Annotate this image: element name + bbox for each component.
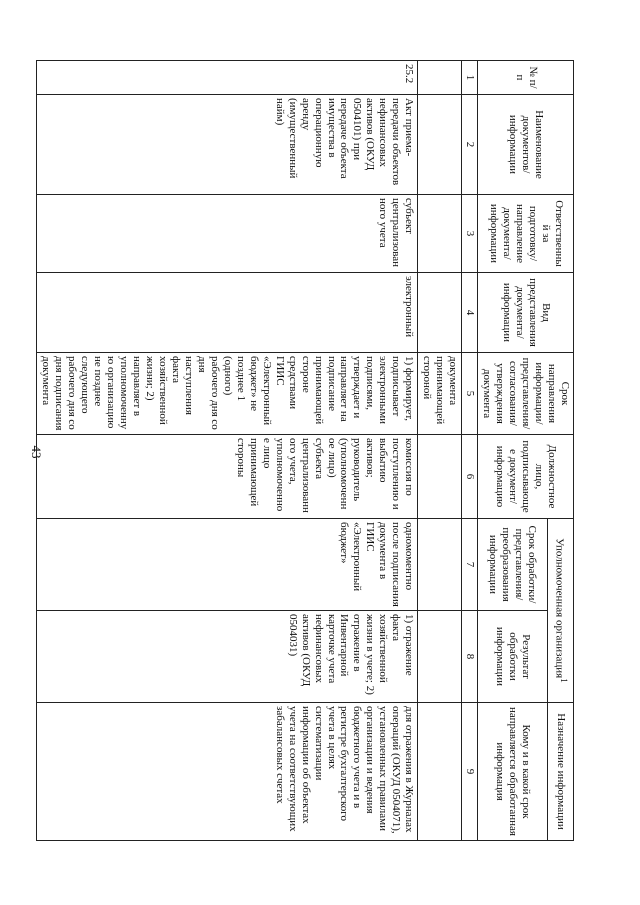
result: 1) отражение факта хозяйственной жизни в учете; 2) отражение в Инвентарной карточке учета нефинансовых активов (ОКУД 0504031): [37, 611, 418, 703]
col-number: 5: [462, 353, 478, 435]
document-table: [36, 60, 574, 841]
header-col6: Должностное лицо, подписывающее документ/ информацию: [478, 435, 574, 519]
header-group-authorized: [547, 519, 573, 703]
col-number: 6: [462, 435, 478, 519]
header-col1: № п/п: [478, 61, 574, 95]
processing-term: одномоментно после подписания документа в ГИИС «Электронный бюджет»: [37, 519, 418, 611]
col-number: 9: [462, 703, 478, 841]
deadline: 1) формирует, подписывает электронными подписями, утверждает и направляет на подписание принимающей стороне средствами ГИИС «Электронный бюджет» не позднее 1 (одного) рабочего дня со дня наступления факта хозяйственной жизни; 2) направляет в уполномоченную организацию не позднее следующего рабочего дня со дня подписания документа: [37, 353, 418, 435]
header-group-authorized-text: Уполномоченная организация: [552, 538, 565, 679]
page-number: 43: [29, 445, 44, 459]
header-col5: Срок направления информации/ представления/ согласования/ утверждения документа: [478, 353, 574, 435]
continuation-row: [418, 61, 462, 841]
header-col7: Срок обработки/ представления/ преобразования информации: [478, 519, 547, 611]
purpose: для отражения в Журналах операций (ОКУД 0504071), установленных правилами организации и ведения бюджетного учета и в регистре бухгалтерского учета в целях систематизации информации об объектах учета на соответствующих забалансовых счетах: [37, 703, 418, 841]
document-type: электронный: [37, 273, 418, 353]
header-col3: Ответственный за подготовку/ направление документа/ информации: [478, 195, 574, 273]
column-number-row: [462, 61, 478, 841]
responsible: субъект централизованного учета: [37, 195, 418, 273]
header-group-purpose: Назначение информации: [547, 703, 573, 841]
col-number: 2: [462, 95, 478, 195]
col-number: 4: [462, 273, 478, 353]
col-number: 7: [462, 519, 478, 611]
document-name: Акт приема-передачи объектов нефинансовых активов (ОКУД 0504101) при передаче объекта имущества в операционную аренду (имущественный найм): [37, 95, 418, 195]
header-col9: Кому и в какой срок направляется обработанная информация: [478, 703, 547, 841]
document-table-rotated: [40, 60, 574, 840]
footnote-marker: 1: [558, 678, 569, 683]
continuation-deadline: документа принимающей стороной: [418, 353, 462, 435]
table-row: [37, 61, 418, 841]
header-col4: Вид представления документа/ информации: [478, 273, 574, 353]
col-number: 8: [462, 611, 478, 703]
row-number: 25.2: [37, 61, 418, 95]
header-col2: Наименование документов/ информации: [478, 95, 574, 195]
col-number: 3: [462, 195, 478, 273]
col-number: 1: [462, 61, 478, 95]
signer: комиссия по поступлению и выбытию активов; руководитель (уполномоченное лицо) субъекта централизованного учета, уполномоченное лицо принимающей стороны: [37, 435, 418, 519]
header-row-1: [547, 61, 573, 841]
header-col8: Результат обработки информации: [478, 611, 547, 703]
